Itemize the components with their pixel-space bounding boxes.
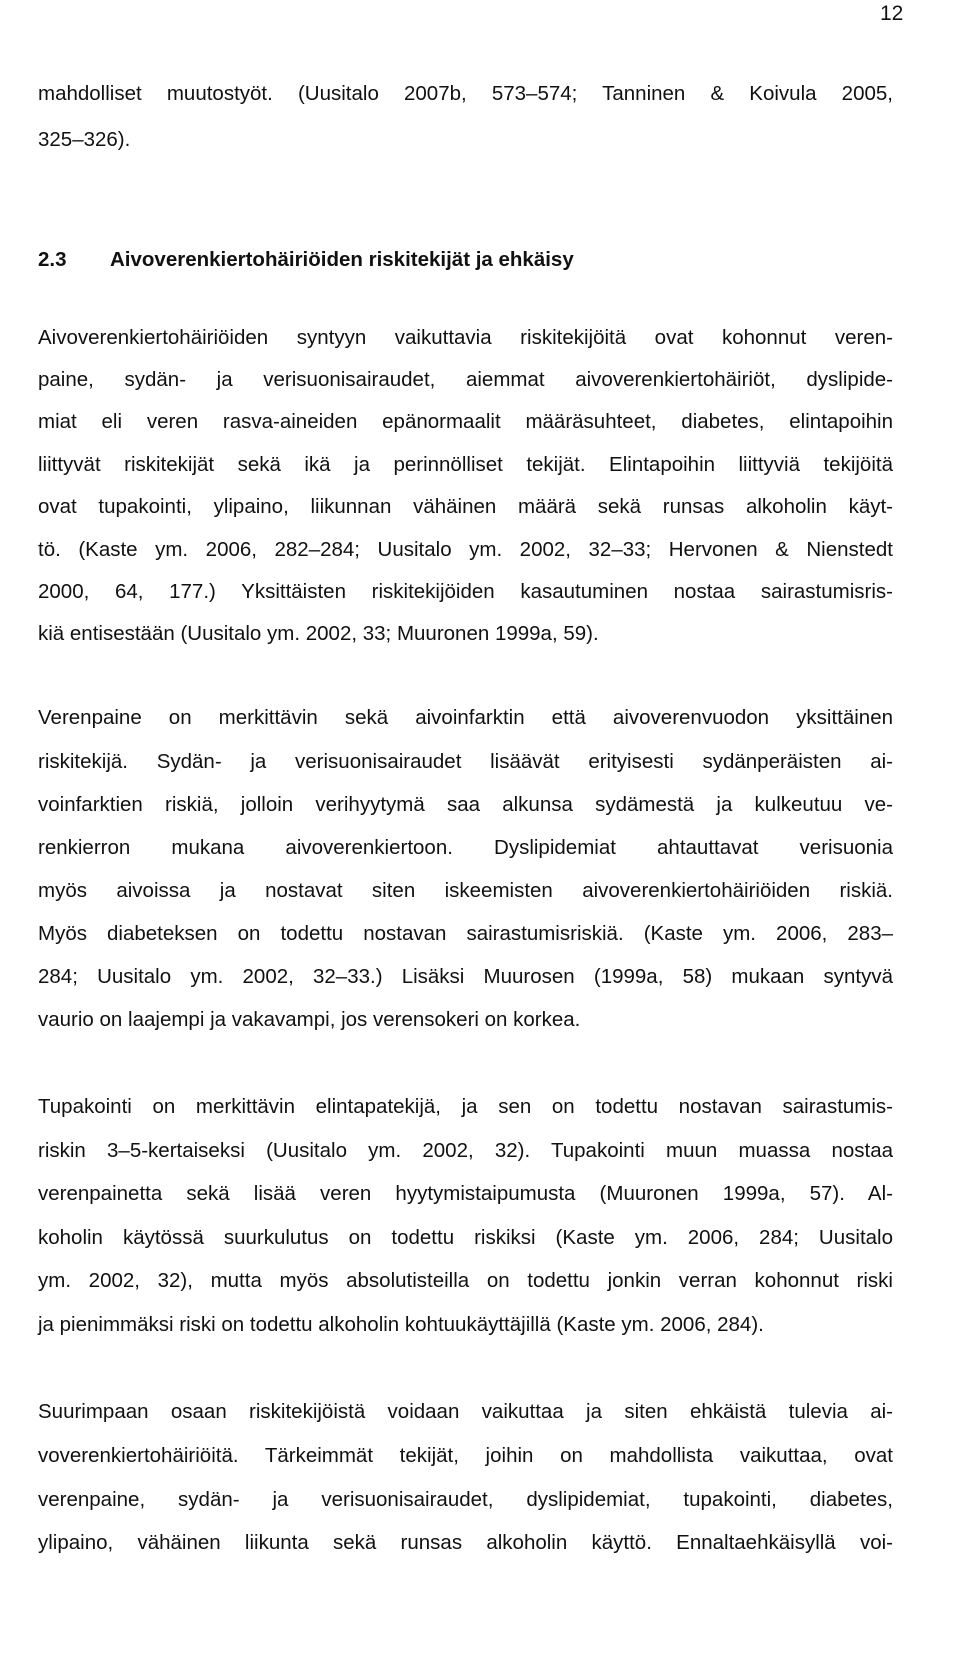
text-line: Suurimpaan osaan riskitekijöistä voidaan vaikuttaa ja siten ehkäistä tulevia ai- [38, 1400, 893, 1423]
text-line: voverenkiertohäiriöitä. Tärkeimmät tekijät, joihin on mahdollista vaikuttaa, ovat [38, 1444, 893, 1467]
text-line: Myös diabeteksen on todettu nostavan sairastumisriskiä. (Kaste ym. 2006, 283– [38, 922, 893, 945]
section-number: 2.3 [38, 248, 67, 271]
text-line: miat eli veren rasva-aineiden epänormaalit määräsuhteet, diabetes, elintapoihin [38, 410, 893, 433]
text-line: myös aivoissa ja nostavat siten iskeemisten aivoverenkiertohäiriöiden riskiä. [38, 879, 893, 902]
text-line: 325–326). [38, 128, 131, 151]
text-line: ja pienimmäksi riski on todettu alkoholin kohtuukäyttäjillä (Kaste ym. 2006, 284). [38, 1313, 764, 1336]
text-line: koholin käytössä suurkulutus on todettu riskiksi (Kaste ym. 2006, 284; Uusitalo [38, 1226, 893, 1249]
text-line: kiä entisestään (Uusitalo ym. 2002, 33; Muuronen 1999a, 59). [38, 622, 599, 645]
text-line: tö. (Kaste ym. 2006, 282–284; Uusitalo ym. 2002, 32–33; Hervonen & Nienstedt [38, 538, 893, 561]
text-line: mahdolliset muutostyöt. (Uusitalo 2007b, 573–574; Tanninen & Koivula 2005, [38, 82, 893, 105]
text-line: vaurio on laajempi ja vakavampi, jos verensokeri on korkea. [38, 1008, 581, 1031]
text-line: ylipaino, vähäinen liikunta sekä runsas alkoholin käyttö. Ennaltaehkäisyllä voi- [38, 1531, 893, 1554]
text-line: Verenpaine on merkittävin sekä aivoinfarktin että aivoverenvuodon yksittäinen [38, 706, 893, 729]
text-line: ovat tupakointi, ylipaino, liikunnan vähäinen määrä sekä runsas alkoholin käyt- [38, 495, 893, 518]
text-line: 2000, 64, 177.) Yksittäisten riskitekijöiden kasautuminen nostaa sairastumisris- [38, 580, 893, 603]
section-heading [38, 248, 574, 272]
text-line: ym. 2002, 32), mutta myös absolutisteilla on todettu jonkin verran kohonnut riski [38, 1269, 893, 1292]
text-line: verenpaine, sydän- ja verisuonisairaudet, dyslipidemiat, tupakointi, diabetes, [38, 1488, 893, 1511]
text-line: voinfarktien riskiä, jolloin verihyytymä saa alkunsa sydämestä ja kulkeutuu ve- [38, 793, 893, 816]
text-line: verenpainetta sekä lisää veren hyytymistaipumusta (Muuronen 1999a, 57). Al- [38, 1182, 893, 1205]
text-line: liittyvät riskitekijät sekä ikä ja perinnölliset tekijät. Elintapoihin liittyviä tekijöitä [38, 453, 893, 476]
text-line: riskin 3–5-kertaiseksi (Uusitalo ym. 2002, 32). Tupakointi muun muassa nostaa [38, 1139, 893, 1162]
text-line: paine, sydän- ja verisuonisairaudet, aiemmat aivoverenkiertohäiriöt, dyslipide- [38, 368, 893, 391]
text-line: Aivoverenkiertohäiriöiden syntyyn vaikuttavia riskitekijöitä ovat kohonnut veren- [38, 326, 893, 349]
page-number: 12 [880, 2, 904, 25]
text-line: renkierron mukana aivoverenkiertoon. Dyslipidemiat ahtauttavat verisuonia [38, 836, 893, 859]
section-title: Aivoverenkiertohäiriöiden riskitekijät ja ehkäisy [110, 248, 574, 271]
text-line: Tupakointi on merkittävin elintapatekijä, ja sen on todettu nostavan sairastumis- [38, 1095, 893, 1118]
text-line: 284; Uusitalo ym. 2002, 32–33.) Lisäksi Muurosen (1999a, 58) mukaan syntyvä [38, 965, 893, 988]
text-line: riskitekijä. Sydän- ja verisuonisairaudet lisäävät erityisesti sydänperäisten ai- [38, 750, 893, 773]
